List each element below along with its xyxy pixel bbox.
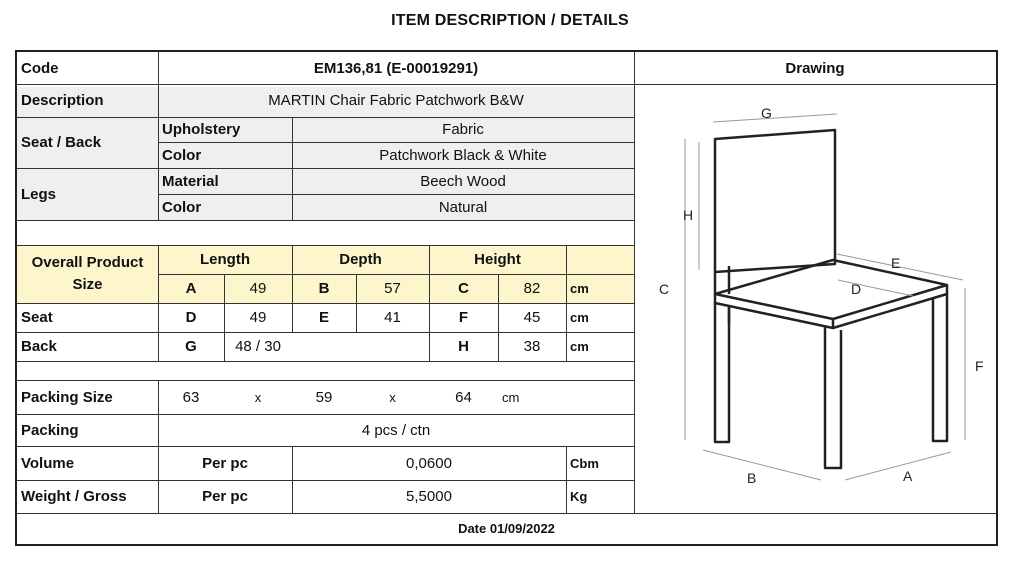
dim-a-letter: A xyxy=(185,280,197,297)
volume-label: Volume xyxy=(21,454,75,472)
seat-color-label: Color xyxy=(162,146,202,164)
dim-f-letter: F xyxy=(458,309,469,326)
dim-c-letter: C xyxy=(458,280,469,297)
volume-unit: Cbm xyxy=(570,455,599,471)
dim-a-value: 49 xyxy=(249,280,267,297)
material-value: Beech Wood xyxy=(420,172,506,190)
chair-outline xyxy=(715,130,947,468)
code-label: Code xyxy=(21,59,59,77)
volume-value: 0,0600 xyxy=(406,454,452,472)
weight-label: Weight / Gross xyxy=(21,488,127,505)
packing-label: Packing xyxy=(21,421,79,439)
upholstery-label: Upholstery xyxy=(162,121,241,138)
packing-size-label: Packing Size xyxy=(21,388,113,406)
seat-back-label: Seat / Back xyxy=(21,134,102,151)
packing-width: 63 xyxy=(182,388,200,406)
packing-height: 64 xyxy=(455,388,472,406)
upholstery-value: Fabric xyxy=(442,121,484,138)
drawing-letter-b: B xyxy=(747,470,757,486)
material-label: Material xyxy=(162,172,219,190)
description-value: MARTIN Chair Fabric Patchwork B&W xyxy=(268,92,524,109)
overall-size-label: Overall Product Size xyxy=(31,254,144,293)
packing-times-2: x xyxy=(389,389,396,405)
seat-unit: cm xyxy=(570,310,589,325)
dim-h-letter: H xyxy=(458,338,469,355)
packing-times-1: x xyxy=(254,389,262,405)
drawing-letter-c: C xyxy=(659,281,670,297)
dim-e-letter: E xyxy=(318,309,329,326)
dim-b-letter: B xyxy=(318,280,330,297)
drawing-letter-d: D xyxy=(851,281,862,297)
seat-color-value: Patchwork Black & White xyxy=(379,146,547,164)
drawing-letter-a: A xyxy=(903,468,913,484)
dim-g-value: 48 / 30 xyxy=(235,338,281,355)
packing-unit: cm xyxy=(502,389,520,405)
length-header: Length xyxy=(200,251,250,268)
weight-unit: Kg xyxy=(570,489,588,504)
drawing-letter-e: E xyxy=(891,255,901,271)
drawing-letter-g: G xyxy=(761,105,772,121)
dim-d-letter: D xyxy=(185,309,197,326)
dim-f-value: 45 xyxy=(523,309,541,326)
volume-per: Per pc xyxy=(202,454,248,472)
depth-header: Depth xyxy=(339,251,382,268)
legs-color-value: Natural xyxy=(438,198,488,216)
height-header: Height xyxy=(474,251,521,268)
description-label: Description xyxy=(21,92,104,109)
back-label: Back xyxy=(21,338,57,355)
row-divider xyxy=(17,361,634,362)
packing-value: 4 pcs / ctn xyxy=(361,421,431,439)
overall-unit: cm xyxy=(570,281,589,296)
dim-e-value: 41 xyxy=(384,309,401,326)
dim-h-value: 38 xyxy=(523,338,541,355)
legs-label: Legs xyxy=(21,185,57,203)
drawing-letter-h: H xyxy=(683,207,694,223)
drawing-letter-f: F xyxy=(975,358,984,374)
weight-per: Per pc xyxy=(202,488,248,505)
seat-label: Seat xyxy=(21,309,53,326)
drawing-label: Drawing xyxy=(785,59,845,77)
legs-color-label: Color xyxy=(162,198,202,216)
dim-c-value: 82 xyxy=(523,280,541,297)
packing-depth: 59 xyxy=(315,388,333,406)
code-value: EM136,81 (E-00019291) xyxy=(313,59,479,77)
chair-drawing xyxy=(633,84,998,512)
dim-b-value: 57 xyxy=(384,280,401,297)
document-title: ITEM DESCRIPTION / DETAILS xyxy=(391,12,629,29)
back-unit: cm xyxy=(570,339,589,354)
dim-g-letter: G xyxy=(185,338,197,355)
weight-value: 5,5000 xyxy=(406,488,452,505)
dim-d-value: 49 xyxy=(249,309,267,326)
document-date: Date 01/09/2022 xyxy=(458,521,555,536)
row-divider xyxy=(17,220,634,221)
